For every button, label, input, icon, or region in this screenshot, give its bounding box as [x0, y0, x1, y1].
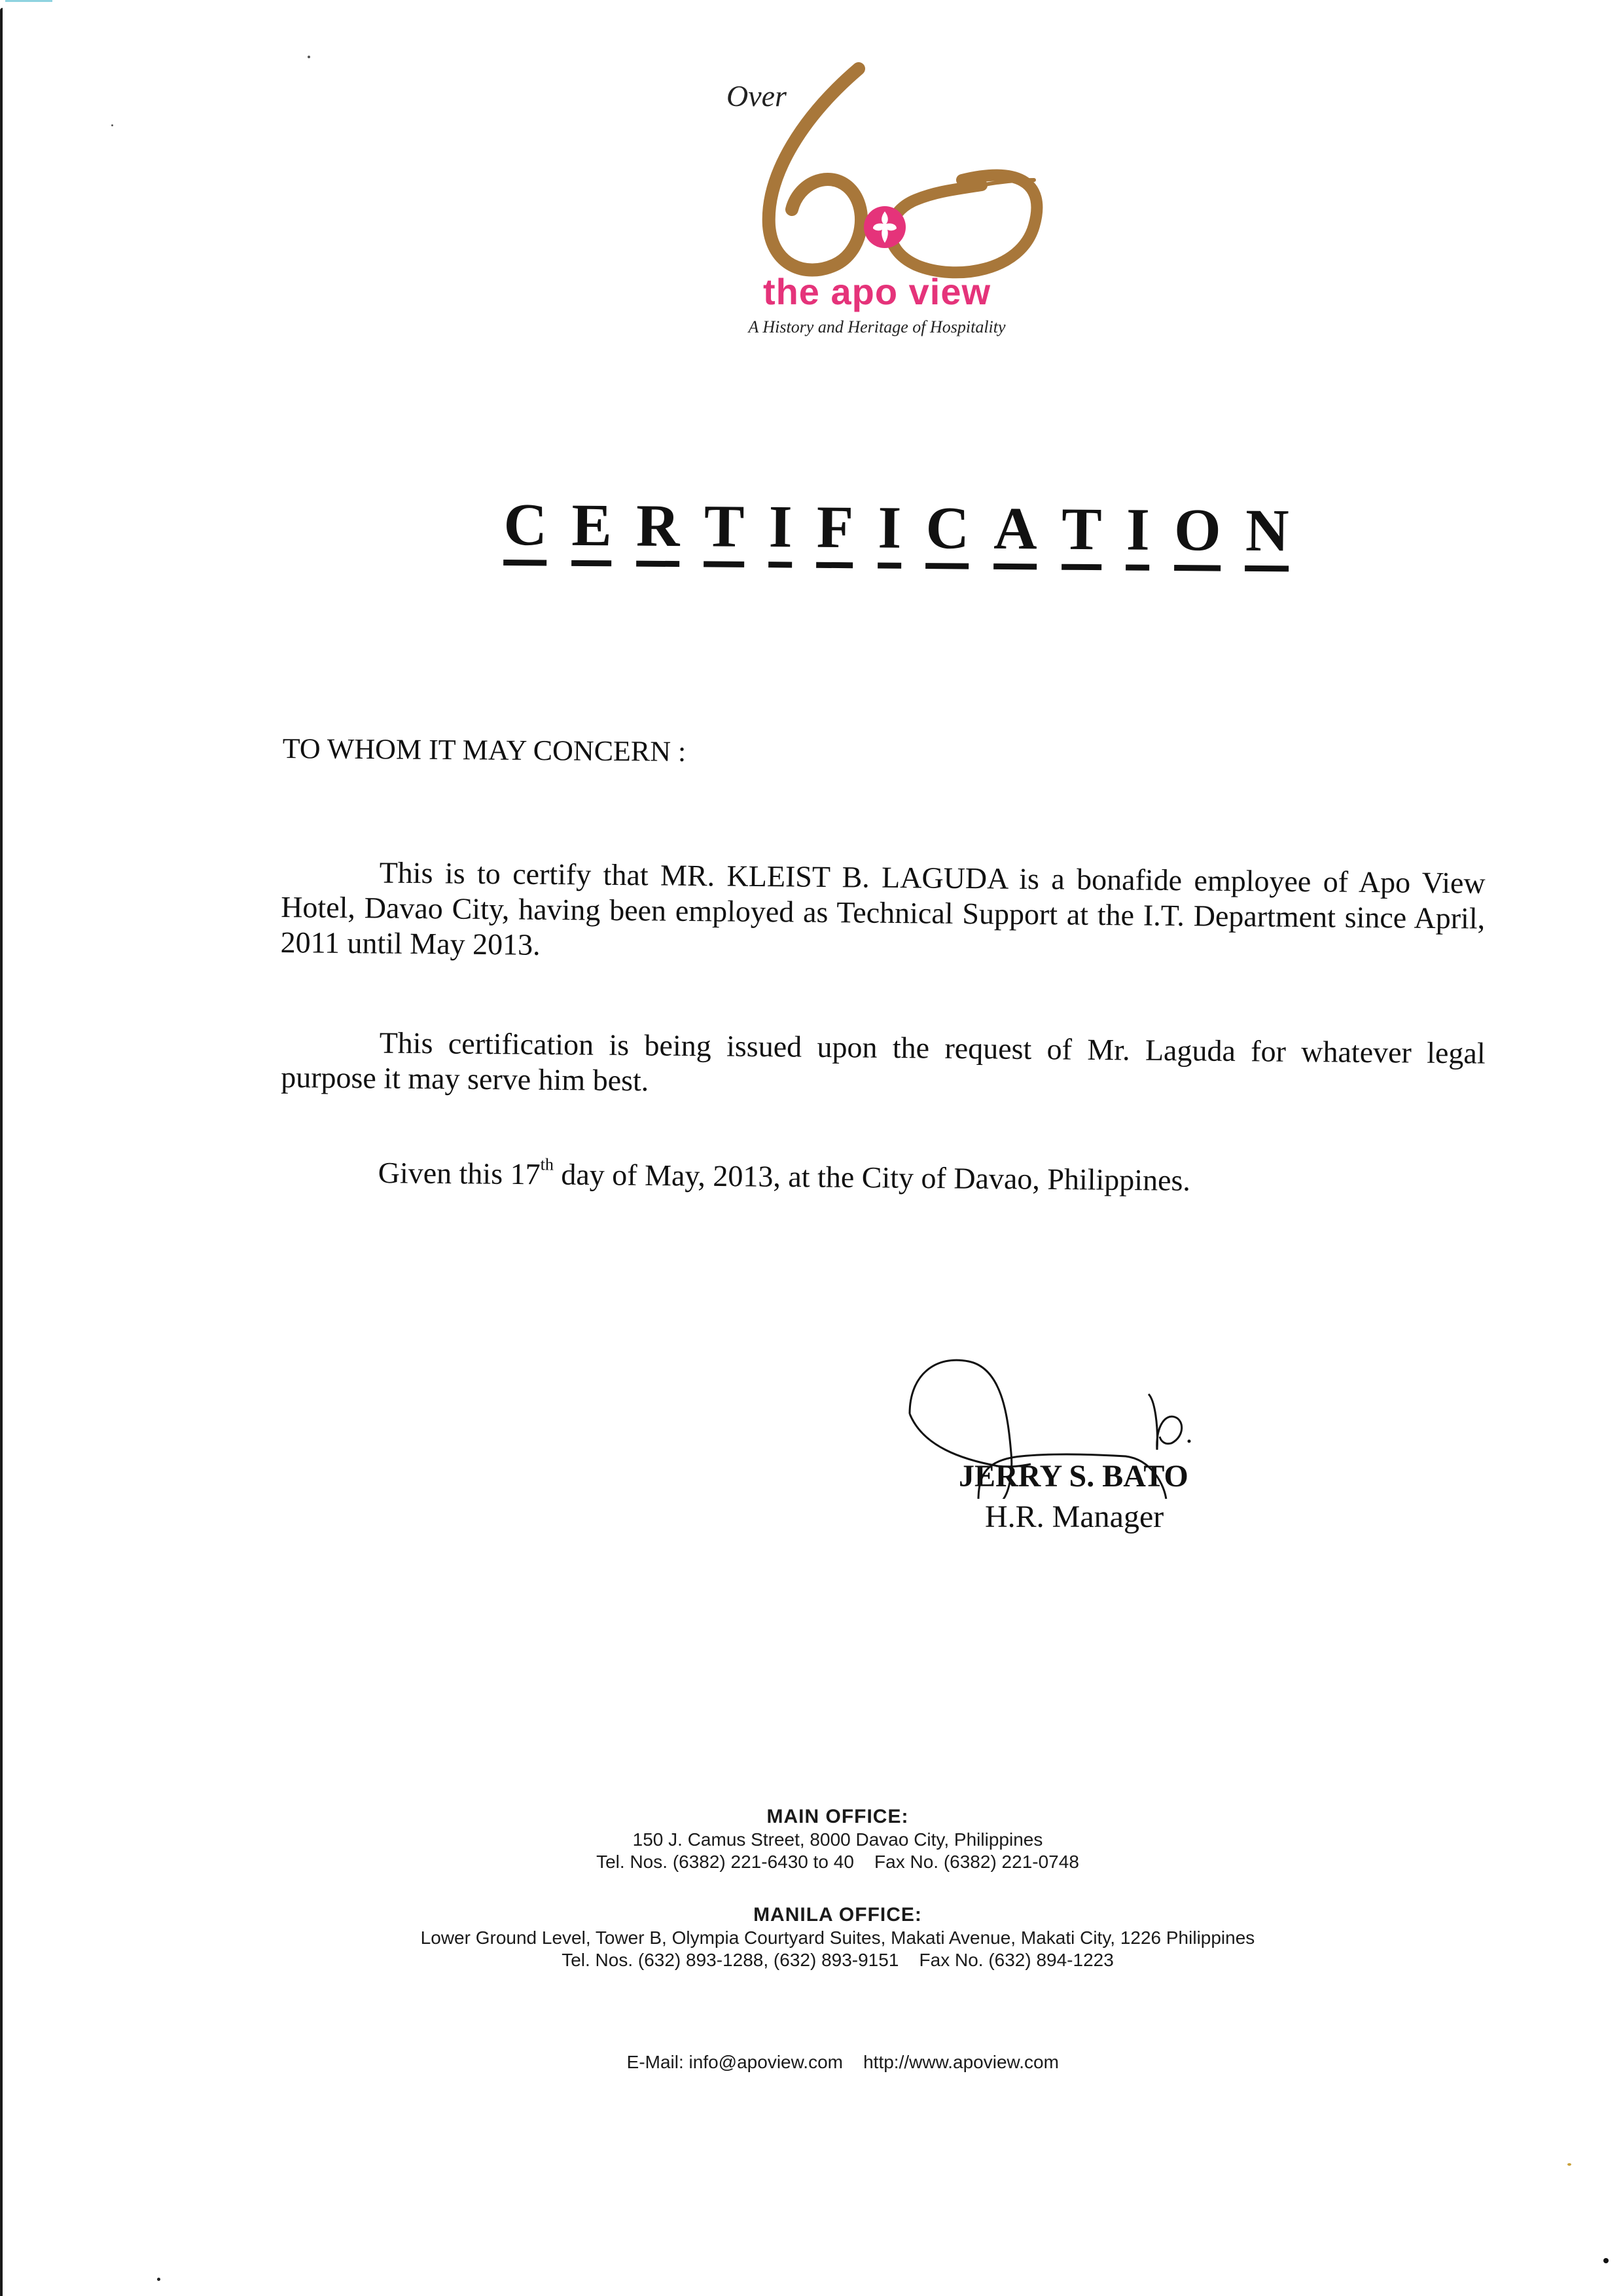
salutation: TO WHOM IT MAY CONCERN : — [282, 732, 687, 768]
manila-office-heading: MANILA OFFICE: — [753, 1904, 922, 1926]
title-underline-dash — [878, 562, 901, 568]
title-underline-dash — [993, 564, 1037, 570]
title-underline-dash — [704, 561, 743, 567]
title-letter-glyph: C — [925, 494, 970, 562]
footer-contact — [26, 2031, 1623, 2073]
document-title — [503, 491, 1289, 592]
scan-page-edge — [0, 8, 3, 2296]
main-office-heading: MAIN OFFICE: — [766, 1806, 909, 1827]
title-letter-glyph: C — [503, 491, 548, 558]
title-letter — [1126, 495, 1150, 590]
title-letter-glyph: T — [704, 492, 745, 560]
title-letter — [993, 494, 1038, 590]
logo-brand-name: the apo view — [762, 271, 991, 312]
given-suffix: day of May, 2013, at the City of Davao, Philippines. — [553, 1157, 1191, 1197]
signatory-name: JERRY S. BATO — [959, 1459, 1188, 1494]
title-letter — [571, 491, 613, 586]
footer-main-office — [26, 1805, 1623, 1873]
signatory-title: H.R. Manager — [985, 1499, 1164, 1534]
title-underline-dash — [636, 561, 680, 567]
title-letter — [768, 493, 793, 588]
scan-speck — [1603, 2258, 1609, 2263]
paragraph-text: This is to certify that MR. KLEIST B. LAGUDA is a bonafide employee of Apo View Hotel, Davao City, having been employed as Technical Support at the I.T. Department since April, 2011 until May 2013. — [280, 855, 1486, 961]
footer-manila-office — [26, 1903, 1623, 1971]
contact-email[interactable]: E-Mail: info@apoview.com — [626, 2052, 843, 2072]
contact-website[interactable]: http://www.apoview.com — [863, 2052, 1059, 2072]
title-letter — [1173, 496, 1222, 592]
scan-edge-mark — [5, 0, 52, 2]
title-underline-dash — [925, 563, 969, 569]
given-prefix: Given this 17 — [378, 1156, 541, 1191]
title-letter — [816, 493, 854, 588]
title-letter — [635, 492, 681, 588]
title-underline-dash — [768, 562, 792, 567]
scan-speck — [308, 56, 310, 58]
title-letter-glyph: R — [635, 492, 681, 560]
scan-speck — [1567, 2163, 1571, 2166]
logo-tagline: A History and Heritage of Hospitality — [748, 317, 1006, 336]
title-letter-glyph: I — [878, 493, 902, 561]
title-letter — [925, 494, 970, 590]
title-underline-dash — [1174, 565, 1221, 571]
scan-speck — [111, 124, 113, 126]
title-letter-glyph: E — [571, 491, 613, 559]
main-office-address: 150 J. Camus Street, 8000 Davao City, Philippines — [632, 1829, 1043, 1850]
scan-speck — [157, 2278, 160, 2281]
paragraph-text: This certification is being issued upon the request of Mr. Laguda for whatever legal purpose it may serve him best. — [280, 1026, 1486, 1098]
title-letter-glyph: O — [1173, 496, 1222, 564]
body-paragraph-purpose — [281, 1024, 1486, 1107]
title-letter-glyph: N — [1245, 496, 1289, 564]
logo-over-text: Over — [726, 79, 787, 113]
ordinal-suffix: th — [540, 1155, 554, 1174]
body-paragraph-employment — [280, 854, 1485, 972]
title-letter-glyph: F — [816, 493, 854, 561]
title-underline-dash — [1061, 564, 1101, 570]
title-letter-glyph: A — [993, 494, 1038, 562]
manila-office-address: Lower Ground Level, Tower B, Olympia Courtyard Suites, Makati Avenue, Makati City, 1226 Philippines — [420, 1928, 1255, 1948]
manila-office-phones: Tel. Nos. (632) 893-1288, (632) 893-9151 Fax No. (632) 894-1223 — [562, 1950, 1114, 1970]
title-underline-dash — [816, 562, 853, 568]
title-letter — [704, 492, 745, 587]
title-underline-dash — [1126, 564, 1149, 570]
title-letter — [1245, 496, 1289, 592]
title-letter — [1061, 495, 1103, 590]
title-letter-glyph: I — [768, 493, 793, 560]
title-letter-glyph: T — [1061, 495, 1103, 563]
main-office-phones: Tel. Nos. (6382) 221-6430 to 40 Fax No. (6382) 221-0748 — [596, 1852, 1079, 1872]
title-letter — [503, 491, 548, 586]
issue-date-line — [378, 1155, 1190, 1198]
title-underline-dash — [571, 560, 611, 566]
title-letter-glyph: I — [1126, 495, 1150, 563]
contact-spacer — [843, 2052, 863, 2072]
letterhead-logo — [707, 62, 1047, 350]
title-underline-dash — [503, 560, 547, 566]
title-letter — [878, 493, 902, 588]
title-underline-dash — [1245, 565, 1289, 572]
